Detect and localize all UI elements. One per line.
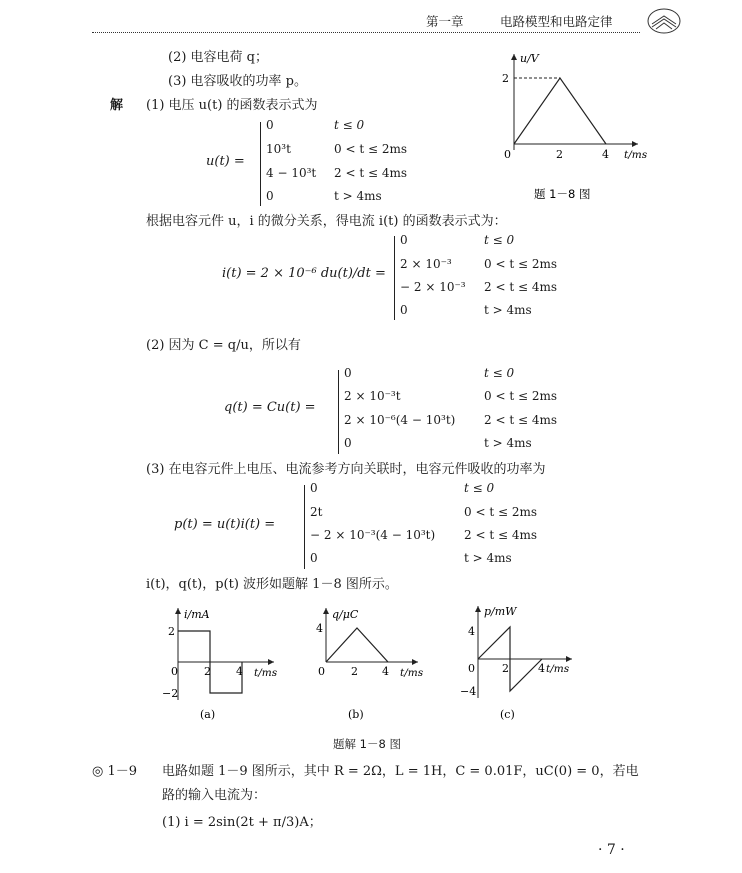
eq-u-case-val: 0 — [266, 189, 274, 203]
figure-c — [454, 600, 584, 726]
fig-a-ylabel: i/mA — [184, 608, 210, 621]
page-number: · 7 · — [598, 842, 625, 858]
fig-c-tag: (c) — [500, 708, 515, 721]
eq-q-case-cond: t ≤ 0 — [484, 366, 515, 380]
eq-q-case-cond: 0 < t ≤ 2ms — [484, 389, 557, 403]
header-rule — [92, 32, 640, 33]
eq-i-case-cond: t > 4ms — [484, 303, 532, 317]
fig-a-xtick: 2 — [204, 665, 211, 678]
eq-p-lhs: p(t) = u(t)i(t) = — [174, 517, 276, 532]
eq-q-lhs: q(t) = Cu(t) = — [224, 400, 316, 415]
chapter-label: 第一章 — [426, 14, 464, 29]
eq-q-case-val: 2 × 10⁻⁶(4 − 10³t) — [344, 413, 456, 427]
fig-a-ytick: 2 — [168, 625, 175, 638]
figure-1-8 — [480, 50, 650, 210]
eq-i-case-cond: 2 < t ≤ 4ms — [484, 280, 557, 294]
problem-1-9-item-1: (1) i = 2sin(2t + π/3)A； — [162, 815, 322, 830]
fig-c-xtick: 0 — [468, 662, 475, 675]
fig-b-tag: (b) — [348, 708, 364, 721]
fig-c-ytick: 4 — [468, 625, 475, 638]
solution-step-3: (3) 在电容元件上电压、电流参考方向关联时，电容元件吸收的功率为 — [146, 462, 546, 477]
problem-1-9-line-1: 电路如题 1－9 图所示，其中 R = 2Ω，L = 1H，C = 0.01F，uC(0) = 0，若电 — [162, 764, 639, 779]
eq-i-lhs: i(t) = 2 × 10⁻⁶ du(t)/dt = — [222, 266, 386, 281]
eq-q-case-cond: 2 < t ≤ 4ms — [484, 413, 557, 427]
fig-b-xtick: 0 — [318, 665, 325, 678]
subquestion-3: (3) 电容吸收的功率 p。 — [168, 74, 308, 89]
figure-b — [304, 604, 434, 726]
eq-p-case-cond: t > 4ms — [464, 551, 512, 565]
eq-p-case-val: − 2 × 10⁻³(4 − 10³t) — [310, 528, 436, 542]
solution-text-current: 根据电容元件 u，i 的微分关系，得电流 i(t) 的函数表示式为： — [146, 214, 507, 229]
eq-i-case-cond: t ≤ 0 — [484, 233, 515, 247]
eq-q-case-val: 0 — [344, 366, 352, 380]
fig-c-xtick: 4 — [538, 662, 545, 675]
eq-p-case-val: 2t — [310, 505, 323, 519]
eq-u-case-cond: t ≤ 0 — [334, 118, 365, 132]
figure-a — [154, 604, 294, 726]
fig-a-xtick: 0 — [171, 665, 178, 678]
fig18-ylabel: u/V — [520, 52, 539, 65]
fig18-xtick-0: 0 — [504, 148, 511, 161]
fig-b-ylabel: q/μC — [332, 608, 359, 621]
problem-1-9-line-2: 路的输入电流为： — [162, 788, 267, 803]
book-logo-icon — [646, 6, 682, 36]
fig18-caption: 题 1－8 图 — [534, 187, 591, 201]
fig18-xtick-4: 4 — [602, 148, 609, 161]
fig-c-ylabel: p/mW — [484, 605, 517, 618]
fig-b-xtick: 4 — [382, 665, 389, 678]
eq-u-case-val: 0 — [266, 118, 274, 132]
fig-c-xlabel: t/ms — [546, 663, 570, 675]
eq-u-case-cond: 2 < t ≤ 4ms — [334, 166, 407, 180]
eq-q-case-cond: t > 4ms — [484, 436, 532, 450]
fig18-ytick: 2 — [502, 72, 509, 85]
eq-i-case-val: 0 — [400, 233, 408, 247]
eq-i-case-cond: 0 < t ≤ 2ms — [484, 257, 557, 271]
eq-i-case-val: 0 — [400, 303, 408, 317]
eq-u-case-cond: t > 4ms — [334, 189, 382, 203]
subquestion-2: (2) 电容电荷 q； — [168, 50, 269, 65]
fig-a-ytick: −2 — [162, 687, 179, 700]
eq-p-case-cond: t ≤ 0 — [464, 481, 495, 495]
fig18-xtick-2: 2 — [556, 148, 563, 161]
eq-q-brace — [338, 370, 339, 454]
solution-step-1: (1) 电压 u(t) 的函数表示式为 — [146, 98, 318, 113]
fig-a-xtick: 4 — [236, 665, 243, 678]
eq-p-case-cond: 2 < t ≤ 4ms — [464, 528, 537, 542]
eq-p-case-val: 0 — [310, 481, 318, 495]
fig-b-xlabel: t/ms — [400, 667, 424, 679]
eq-i-brace — [394, 236, 395, 320]
eq-q-case-val: 0 — [344, 436, 352, 450]
eq-p-brace — [304, 485, 305, 569]
chapter-title: 电路模型和电路定律 — [500, 14, 613, 29]
fig-b-xtick: 2 — [351, 665, 358, 678]
eq-u-case-val: 10³t — [266, 142, 291, 156]
solution-label: 解 — [110, 98, 124, 113]
waveform-text: i(t)，q(t)，p(t) 波形如题解 1－8 图所示。 — [146, 577, 398, 592]
eq-q-case-val: 2 × 10⁻³t — [344, 389, 401, 403]
figure-1-8-solution-caption: 题解 1－8 图 — [333, 737, 401, 751]
eq-p-case-val: 0 — [310, 551, 318, 565]
fig-b-ytick: 4 — [316, 622, 323, 635]
problem-number: ◎ 1－9 — [92, 764, 138, 779]
eq-u-case-val: 4 − 10³t — [266, 166, 317, 180]
eq-u-brace — [260, 122, 261, 206]
eq-p-case-cond: 0 < t ≤ 2ms — [464, 505, 537, 519]
fig18-xlabel: t/ms — [624, 149, 648, 161]
eq-i-case-val: − 2 × 10⁻³ — [400, 280, 466, 294]
eq-u-lhs: u(t) = — [206, 154, 245, 169]
solution-step-2: (2) 因为 C = q/u，所以有 — [146, 338, 301, 353]
eq-u-case-cond: 0 < t ≤ 2ms — [334, 142, 407, 156]
eq-i-case-val: 2 × 10⁻³ — [400, 257, 452, 271]
fig-c-ytick: −4 — [460, 685, 477, 698]
fig-a-xlabel: t/ms — [254, 667, 278, 679]
fig-c-xtick: 2 — [502, 662, 509, 675]
fig-a-tag: (a) — [200, 708, 216, 721]
